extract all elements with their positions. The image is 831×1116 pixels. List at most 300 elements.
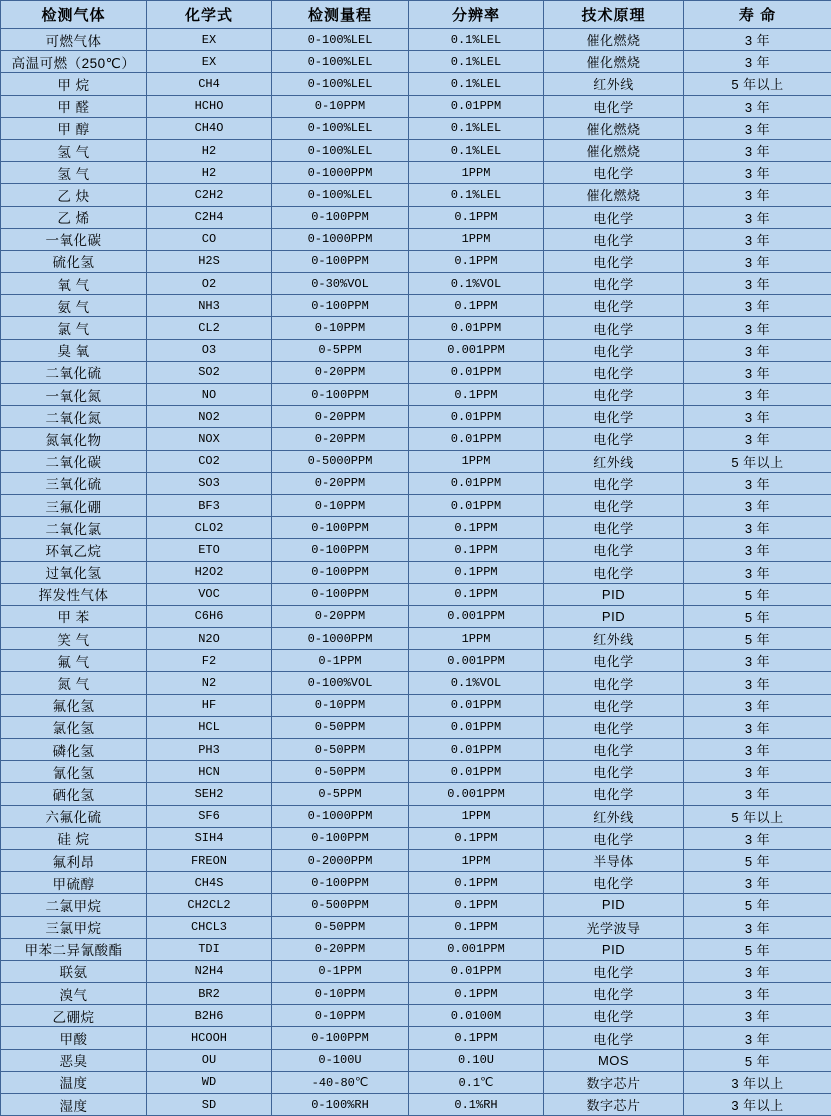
cell-resolution: 0.1PPM xyxy=(409,983,544,1005)
cell-resolution: 0.1PPM xyxy=(409,872,544,894)
table-row xyxy=(1,983,831,1005)
cell-formula: CL2 xyxy=(147,317,272,339)
table-row xyxy=(1,139,831,161)
cell-life: 3 年 xyxy=(684,162,831,184)
cell-resolution: 0.1PPM xyxy=(409,916,544,938)
cell-range: 0-5000PPM xyxy=(272,450,409,472)
cell-life: 3 年以上 xyxy=(684,1094,831,1116)
cell-range: 0-1000PPM xyxy=(272,805,409,827)
cell-gas: 甲 苯 xyxy=(1,605,147,627)
cell-formula: CLO2 xyxy=(147,517,272,539)
cell-resolution: 0.1PPM xyxy=(409,1027,544,1049)
table-row xyxy=(1,472,831,494)
cell-gas: 硫化氢 xyxy=(1,250,147,272)
cell-gas: 一氧化氮 xyxy=(1,384,147,406)
cell-life: 3 年 xyxy=(684,295,831,317)
cell-formula: CH2CL2 xyxy=(147,894,272,916)
cell-resolution: 0.1%VOL xyxy=(409,273,544,295)
cell-formula: CO2 xyxy=(147,450,272,472)
cell-resolution: 0.1%VOL xyxy=(409,672,544,694)
cell-resolution: 0.01PPM xyxy=(409,494,544,516)
cell-life: 3 年 xyxy=(684,761,831,783)
cell-gas: 恶臭 xyxy=(1,1049,147,1071)
cell-formula: SD xyxy=(147,1094,272,1116)
cell-life: 3 年 xyxy=(684,361,831,383)
cell-principle: 催化燃烧 xyxy=(544,29,684,51)
cell-resolution: 1PPM xyxy=(409,162,544,184)
table-row xyxy=(1,849,831,871)
cell-formula: O3 xyxy=(147,339,272,361)
cell-principle: 电化学 xyxy=(544,872,684,894)
cell-range: 0-100PPM xyxy=(272,827,409,849)
cell-range: 0-1000PPM xyxy=(272,162,409,184)
cell-resolution: 0.01PPM xyxy=(409,716,544,738)
table-row xyxy=(1,250,831,272)
cell-formula: F2 xyxy=(147,650,272,672)
table-row xyxy=(1,605,831,627)
table-row xyxy=(1,827,831,849)
cell-range: 0-100PPM xyxy=(272,295,409,317)
cell-principle: 电化学 xyxy=(544,1027,684,1049)
cell-formula: OU xyxy=(147,1049,272,1071)
cell-gas: 氟化氢 xyxy=(1,694,147,716)
cell-gas: 挥发性气体 xyxy=(1,583,147,605)
cell-gas: 硅 烷 xyxy=(1,827,147,849)
cell-life: 5 年以上 xyxy=(684,450,831,472)
cell-range: 0-20PPM xyxy=(272,361,409,383)
table-row xyxy=(1,29,831,51)
table-row xyxy=(1,894,831,916)
cell-gas: 乙硼烷 xyxy=(1,1005,147,1027)
cell-range: 0-5PPM xyxy=(272,783,409,805)
table-row xyxy=(1,73,831,95)
cell-principle: 电化学 xyxy=(544,339,684,361)
cell-life: 3 年 xyxy=(684,228,831,250)
cell-gas: 三氟化硼 xyxy=(1,494,147,516)
cell-resolution: 0.01PPM xyxy=(409,406,544,428)
cell-formula: HCN xyxy=(147,761,272,783)
cell-life: 5 年 xyxy=(684,849,831,871)
cell-formula: N2O xyxy=(147,628,272,650)
cell-principle: 电化学 xyxy=(544,206,684,228)
cell-principle: PID xyxy=(544,938,684,960)
cell-gas: 三氯甲烷 xyxy=(1,916,147,938)
cell-range: 0-100PPM xyxy=(272,583,409,605)
table-row xyxy=(1,650,831,672)
cell-life: 3 年 xyxy=(684,739,831,761)
cell-life: 3 年 xyxy=(684,716,831,738)
cell-formula: CH4S xyxy=(147,872,272,894)
cell-gas: 氮 气 xyxy=(1,672,147,694)
cell-range: 0-100PPM xyxy=(272,561,409,583)
cell-range: 0-100%LEL xyxy=(272,139,409,161)
cell-life: 5 年以上 xyxy=(684,73,831,95)
cell-range: 0-100PPM xyxy=(272,517,409,539)
cell-formula: C6H6 xyxy=(147,605,272,627)
cell-resolution: 0.1%LEL xyxy=(409,29,544,51)
cell-resolution: 1PPM xyxy=(409,805,544,827)
cell-life: 3 年以上 xyxy=(684,1071,831,1093)
cell-principle: 电化学 xyxy=(544,228,684,250)
cell-range: 0-10PPM xyxy=(272,95,409,117)
cell-life: 3 年 xyxy=(684,517,831,539)
cell-formula: SIH4 xyxy=(147,827,272,849)
cell-principle: 催化燃烧 xyxy=(544,184,684,206)
cell-gas: 联氨 xyxy=(1,960,147,982)
cell-resolution: 0.1PPM xyxy=(409,561,544,583)
cell-life: 3 年 xyxy=(684,428,831,450)
cell-resolution: 0.1%LEL xyxy=(409,73,544,95)
cell-formula: ETO xyxy=(147,539,272,561)
cell-formula: HCL xyxy=(147,716,272,738)
cell-principle: 电化学 xyxy=(544,960,684,982)
cell-resolution: 0.01PPM xyxy=(409,95,544,117)
cell-range: 0-20PPM xyxy=(272,472,409,494)
cell-life: 3 年 xyxy=(684,539,831,561)
cell-principle: 电化学 xyxy=(544,250,684,272)
cell-life: 3 年 xyxy=(684,960,831,982)
cell-formula: VOC xyxy=(147,583,272,605)
cell-formula: CO xyxy=(147,228,272,250)
cell-range: 0-100%LEL xyxy=(272,29,409,51)
table-row xyxy=(1,1049,831,1071)
cell-resolution: 0.1PPM xyxy=(409,827,544,849)
cell-resolution: 0.1%LEL xyxy=(409,139,544,161)
cell-life: 3 年 xyxy=(684,406,831,428)
cell-resolution: 0.01PPM xyxy=(409,960,544,982)
cell-resolution: 0.1PPM xyxy=(409,894,544,916)
cell-formula: SEH2 xyxy=(147,783,272,805)
cell-formula: NOX xyxy=(147,428,272,450)
cell-formula: C2H4 xyxy=(147,206,272,228)
cell-gas: 环氧乙烷 xyxy=(1,539,147,561)
cell-formula: C2H2 xyxy=(147,184,272,206)
cell-formula: BR2 xyxy=(147,983,272,1005)
table-row xyxy=(1,805,831,827)
cell-life: 3 年 xyxy=(684,561,831,583)
cell-resolution: 1PPM xyxy=(409,450,544,472)
cell-range: 0-30%VOL xyxy=(272,273,409,295)
cell-resolution: 0.1PPM xyxy=(409,583,544,605)
cell-range: 0-20PPM xyxy=(272,938,409,960)
cell-resolution: 0.1PPM xyxy=(409,206,544,228)
cell-formula: CHCL3 xyxy=(147,916,272,938)
cell-life: 5 年 xyxy=(684,605,831,627)
cell-range: 0-100%VOL xyxy=(272,672,409,694)
cell-principle: 电化学 xyxy=(544,672,684,694)
cell-formula: H2O2 xyxy=(147,561,272,583)
cell-range: 0-10PPM xyxy=(272,694,409,716)
cell-resolution: 0.01PPM xyxy=(409,317,544,339)
cell-gas: 氨 气 xyxy=(1,295,147,317)
cell-range: 0-20PPM xyxy=(272,406,409,428)
cell-range: 0-10PPM xyxy=(272,317,409,339)
table-row xyxy=(1,872,831,894)
cell-principle: 电化学 xyxy=(544,983,684,1005)
cell-formula: O2 xyxy=(147,273,272,295)
cell-principle: 电化学 xyxy=(544,384,684,406)
table-row xyxy=(1,317,831,339)
cell-life: 3 年 xyxy=(684,672,831,694)
cell-range: 0-10PPM xyxy=(272,983,409,1005)
cell-gas: 氮氧化物 xyxy=(1,428,147,450)
cell-life: 3 年 xyxy=(684,783,831,805)
cell-range: 0-100PPM xyxy=(272,250,409,272)
table-row xyxy=(1,361,831,383)
cell-range: 0-1000PPM xyxy=(272,628,409,650)
cell-formula: CH4 xyxy=(147,73,272,95)
cell-principle: 电化学 xyxy=(544,95,684,117)
cell-life: 3 年 xyxy=(684,317,831,339)
cell-principle: 红外线 xyxy=(544,450,684,472)
cell-life: 5 年以上 xyxy=(684,805,831,827)
cell-principle: 电化学 xyxy=(544,428,684,450)
table-row xyxy=(1,517,831,539)
cell-life: 3 年 xyxy=(684,184,831,206)
cell-principle: 数字芯片 xyxy=(544,1094,684,1116)
cell-formula: NO xyxy=(147,384,272,406)
table-row xyxy=(1,694,831,716)
cell-formula: H2 xyxy=(147,139,272,161)
cell-principle: 电化学 xyxy=(544,561,684,583)
cell-life: 3 年 xyxy=(684,650,831,672)
cell-principle: 电化学 xyxy=(544,739,684,761)
column-header-formula: 化学式 xyxy=(147,1,272,29)
table-row xyxy=(1,428,831,450)
cell-formula: HCOOH xyxy=(147,1027,272,1049)
cell-principle: 电化学 xyxy=(544,295,684,317)
cell-life: 5 年 xyxy=(684,628,831,650)
cell-gas: 二氧化氯 xyxy=(1,517,147,539)
cell-principle: 电化学 xyxy=(544,494,684,516)
cell-resolution: 0.1PPM xyxy=(409,517,544,539)
cell-gas: 氟利昂 xyxy=(1,849,147,871)
cell-gas: 笑 气 xyxy=(1,628,147,650)
cell-resolution: 1PPM xyxy=(409,228,544,250)
cell-resolution: 0.1PPM xyxy=(409,539,544,561)
cell-gas: 可燃气体 xyxy=(1,29,147,51)
cell-formula: B2H6 xyxy=(147,1005,272,1027)
table-row xyxy=(1,206,831,228)
table-row xyxy=(1,672,831,694)
cell-life: 3 年 xyxy=(684,872,831,894)
cell-resolution: 0.01PPM xyxy=(409,761,544,783)
cell-gas: 三氧化硫 xyxy=(1,472,147,494)
cell-principle: PID xyxy=(544,583,684,605)
cell-range: -40-80℃ xyxy=(272,1071,409,1093)
cell-formula: FREON xyxy=(147,849,272,871)
column-header-gas: 检测气体 xyxy=(1,1,147,29)
cell-principle: 电化学 xyxy=(544,783,684,805)
table-row xyxy=(1,295,831,317)
cell-resolution: 0.1℃ xyxy=(409,1071,544,1093)
cell-gas: 甲 醛 xyxy=(1,95,147,117)
table-row xyxy=(1,783,831,805)
cell-gas: 温度 xyxy=(1,1071,147,1093)
column-header-range: 检测量程 xyxy=(272,1,409,29)
table-row xyxy=(1,228,831,250)
cell-gas: 二氧化碳 xyxy=(1,450,147,472)
table-body xyxy=(1,29,831,1116)
column-header-resolution: 分辨率 xyxy=(409,1,544,29)
cell-formula: H2 xyxy=(147,162,272,184)
table-row xyxy=(1,273,831,295)
table-row xyxy=(1,583,831,605)
cell-formula: H2S xyxy=(147,250,272,272)
cell-resolution: 0.001PPM xyxy=(409,605,544,627)
cell-resolution: 0.01PPM xyxy=(409,428,544,450)
table-row xyxy=(1,960,831,982)
cell-range: 0-100U xyxy=(272,1049,409,1071)
cell-principle: 电化学 xyxy=(544,517,684,539)
cell-principle: 催化燃烧 xyxy=(544,51,684,73)
cell-formula: HF xyxy=(147,694,272,716)
cell-resolution: 0.01PPM xyxy=(409,361,544,383)
cell-principle: 电化学 xyxy=(544,650,684,672)
cell-life: 5 年 xyxy=(684,894,831,916)
cell-resolution: 0.001PPM xyxy=(409,783,544,805)
cell-range: 0-1PPM xyxy=(272,960,409,982)
table-row xyxy=(1,339,831,361)
cell-gas: 甲苯二异氰酸酯 xyxy=(1,938,147,960)
cell-gas: 过氧化氢 xyxy=(1,561,147,583)
cell-gas: 氰化氢 xyxy=(1,761,147,783)
table-row xyxy=(1,1094,831,1116)
cell-life: 3 年 xyxy=(684,827,831,849)
cell-resolution: 0.1%LEL xyxy=(409,117,544,139)
cell-range: 0-100%LEL xyxy=(272,184,409,206)
cell-formula: N2H4 xyxy=(147,960,272,982)
cell-principle: 电化学 xyxy=(544,539,684,561)
cell-gas: 一氧化碳 xyxy=(1,228,147,250)
cell-resolution: 0.1PPM xyxy=(409,295,544,317)
cell-principle: 电化学 xyxy=(544,162,684,184)
cell-range: 0-1000PPM xyxy=(272,228,409,250)
cell-resolution: 0.1%RH xyxy=(409,1094,544,1116)
cell-life: 5 年 xyxy=(684,1049,831,1071)
cell-resolution: 0.01PPM xyxy=(409,739,544,761)
cell-life: 3 年 xyxy=(684,51,831,73)
cell-formula: EX xyxy=(147,51,272,73)
cell-gas: 氯化氢 xyxy=(1,716,147,738)
cell-principle: 电化学 xyxy=(544,761,684,783)
cell-formula: SO3 xyxy=(147,472,272,494)
cell-range: 0-2000PPM xyxy=(272,849,409,871)
cell-life: 3 年 xyxy=(684,494,831,516)
cell-range: 0-50PPM xyxy=(272,739,409,761)
cell-range: 0-50PPM xyxy=(272,761,409,783)
cell-principle: 电化学 xyxy=(544,472,684,494)
cell-life: 3 年 xyxy=(684,472,831,494)
table-row xyxy=(1,384,831,406)
cell-gas: 氢 气 xyxy=(1,162,147,184)
cell-range: 0-10PPM xyxy=(272,1005,409,1027)
cell-formula: NH3 xyxy=(147,295,272,317)
cell-range: 0-20PPM xyxy=(272,605,409,627)
cell-life: 3 年 xyxy=(684,983,831,1005)
cell-life: 3 年 xyxy=(684,273,831,295)
table-row xyxy=(1,916,831,938)
cell-resolution: 0.1%LEL xyxy=(409,184,544,206)
cell-formula: WD xyxy=(147,1071,272,1093)
table-row xyxy=(1,184,831,206)
cell-principle: 红外线 xyxy=(544,805,684,827)
cell-life: 3 年 xyxy=(684,117,831,139)
cell-gas: 磷化氢 xyxy=(1,739,147,761)
cell-range: 0-100PPM xyxy=(272,1027,409,1049)
cell-resolution: 1PPM xyxy=(409,628,544,650)
cell-gas: 氟 气 xyxy=(1,650,147,672)
cell-life: 3 年 xyxy=(684,95,831,117)
cell-range: 0-100PPM xyxy=(272,384,409,406)
cell-principle: 催化燃烧 xyxy=(544,139,684,161)
cell-range: 0-100PPM xyxy=(272,539,409,561)
cell-formula: EX xyxy=(147,29,272,51)
table-row xyxy=(1,561,831,583)
cell-resolution: 0.10U xyxy=(409,1049,544,1071)
table-row xyxy=(1,938,831,960)
cell-principle: 电化学 xyxy=(544,827,684,849)
cell-range: 0-20PPM xyxy=(272,428,409,450)
cell-life: 3 年 xyxy=(684,384,831,406)
cell-gas: 甲 醇 xyxy=(1,117,147,139)
table-row xyxy=(1,539,831,561)
cell-gas: 臭 氧 xyxy=(1,339,147,361)
table-row xyxy=(1,739,831,761)
column-header-life: 寿 命 xyxy=(684,1,831,29)
cell-resolution: 0.0100M xyxy=(409,1005,544,1027)
cell-life: 3 年 xyxy=(684,916,831,938)
cell-resolution: 0.1PPM xyxy=(409,384,544,406)
cell-principle: 电化学 xyxy=(544,406,684,428)
cell-principle: 电化学 xyxy=(544,716,684,738)
cell-resolution: 0.001PPM xyxy=(409,650,544,672)
cell-resolution: 0.001PPM xyxy=(409,339,544,361)
cell-range: 0-10PPM xyxy=(272,494,409,516)
cell-principle: 半导体 xyxy=(544,849,684,871)
table-row xyxy=(1,117,831,139)
cell-gas: 甲 烷 xyxy=(1,73,147,95)
table-row xyxy=(1,406,831,428)
cell-range: 0-500PPM xyxy=(272,894,409,916)
cell-range: 0-100PPM xyxy=(272,206,409,228)
cell-principle: 电化学 xyxy=(544,1005,684,1027)
cell-principle: 数字芯片 xyxy=(544,1071,684,1093)
cell-formula: SO2 xyxy=(147,361,272,383)
cell-gas: 氯 气 xyxy=(1,317,147,339)
table-header xyxy=(1,1,831,29)
cell-formula: TDI xyxy=(147,938,272,960)
cell-formula: PH3 xyxy=(147,739,272,761)
cell-range: 0-5PPM xyxy=(272,339,409,361)
cell-principle: PID xyxy=(544,605,684,627)
cell-life: 5 年 xyxy=(684,938,831,960)
cell-range: 0-100PPM xyxy=(272,872,409,894)
cell-gas: 氢 气 xyxy=(1,139,147,161)
cell-principle: 红外线 xyxy=(544,73,684,95)
cell-gas: 乙 烯 xyxy=(1,206,147,228)
table-row xyxy=(1,1027,831,1049)
cell-principle: 催化燃烧 xyxy=(544,117,684,139)
cell-resolution: 0.01PPM xyxy=(409,694,544,716)
cell-range: 0-50PPM xyxy=(272,716,409,738)
cell-gas: 湿度 xyxy=(1,1094,147,1116)
cell-life: 3 年 xyxy=(684,694,831,716)
cell-gas: 溴气 xyxy=(1,983,147,1005)
cell-resolution: 0.1%LEL xyxy=(409,51,544,73)
cell-principle: MOS xyxy=(544,1049,684,1071)
cell-principle: PID xyxy=(544,894,684,916)
